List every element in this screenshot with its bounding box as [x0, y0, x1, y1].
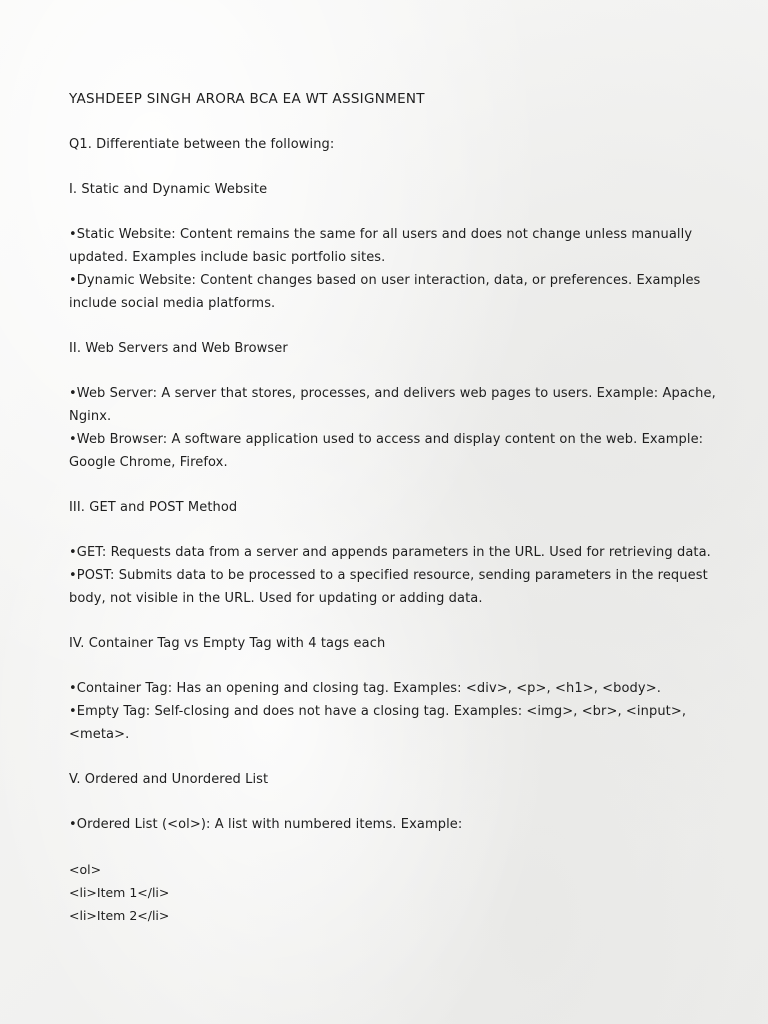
point-web-browser: •Web Browser: A software application used to access and display content on the web. Example: Google Chrome, Firefox. [69, 432, 704, 470]
spacer [69, 791, 729, 813]
spacer [69, 201, 729, 223]
spacer [69, 315, 729, 337]
code-line: <ol> [69, 862, 102, 877]
point-ordered-list: •Ordered List (<ol>): A list with numbered items. Example: [69, 817, 463, 832]
spacer [69, 519, 729, 541]
assignment-page [69, 88, 729, 927]
point-static-website: •Static Website: Content remains the same for all users and does not change unless manually updated. Examples include basic portfolio sites. [69, 227, 693, 265]
code-line: <li>Item 2</li> [69, 908, 170, 923]
point-web-server: •Web Server: A server that stores, processes, and delivers web pages to users. Example: Apache, Nginx. [69, 386, 716, 424]
point-get: •GET: Requests data from a server and appends parameters in the URL. Used for retrieving data. [69, 545, 711, 560]
code-line: <li>Item 1</li> [69, 885, 170, 900]
point-container-tag: •Container Tag: Has an opening and closing tag. Examples: <div>, <p>, <h1>, <body>. [69, 681, 661, 696]
spacer [69, 610, 729, 632]
section-heading-static-dynamic: I. Static and Dynamic Website [69, 182, 268, 197]
section-heading-lists: V. Ordered and Unordered List [69, 772, 269, 787]
section-heading-get-post: III. GET and POST Method [69, 500, 238, 515]
spacer [69, 836, 729, 858]
point-post: •POST: Submits data to be processed to a specified resource, sending parameters in the request body, not visible in the URL. Used for updating or adding data. [69, 568, 708, 606]
question-heading: Q1. Differentiate between the following: [69, 137, 335, 152]
spacer [69, 655, 729, 677]
section-heading-server-browser: II. Web Servers and Web Browser [69, 341, 288, 356]
document-title: YASHDEEP SINGH ARORA BCA EA WT ASSIGNMENT [69, 91, 425, 107]
spacer [69, 111, 729, 133]
spacer [69, 360, 729, 382]
point-empty-tag: •Empty Tag: Self-closing and does not have a closing tag. Examples: <img>, <br>, <input>, <meta>. [69, 704, 687, 742]
point-dynamic-website: •Dynamic Website: Content changes based on user interaction, data, or preferences. Examples include social media platforms. [69, 273, 701, 311]
spacer [69, 156, 729, 178]
section-heading-container-empty: IV. Container Tag vs Empty Tag with 4 tags each [69, 636, 386, 651]
spacer [69, 746, 729, 768]
spacer [69, 474, 729, 496]
